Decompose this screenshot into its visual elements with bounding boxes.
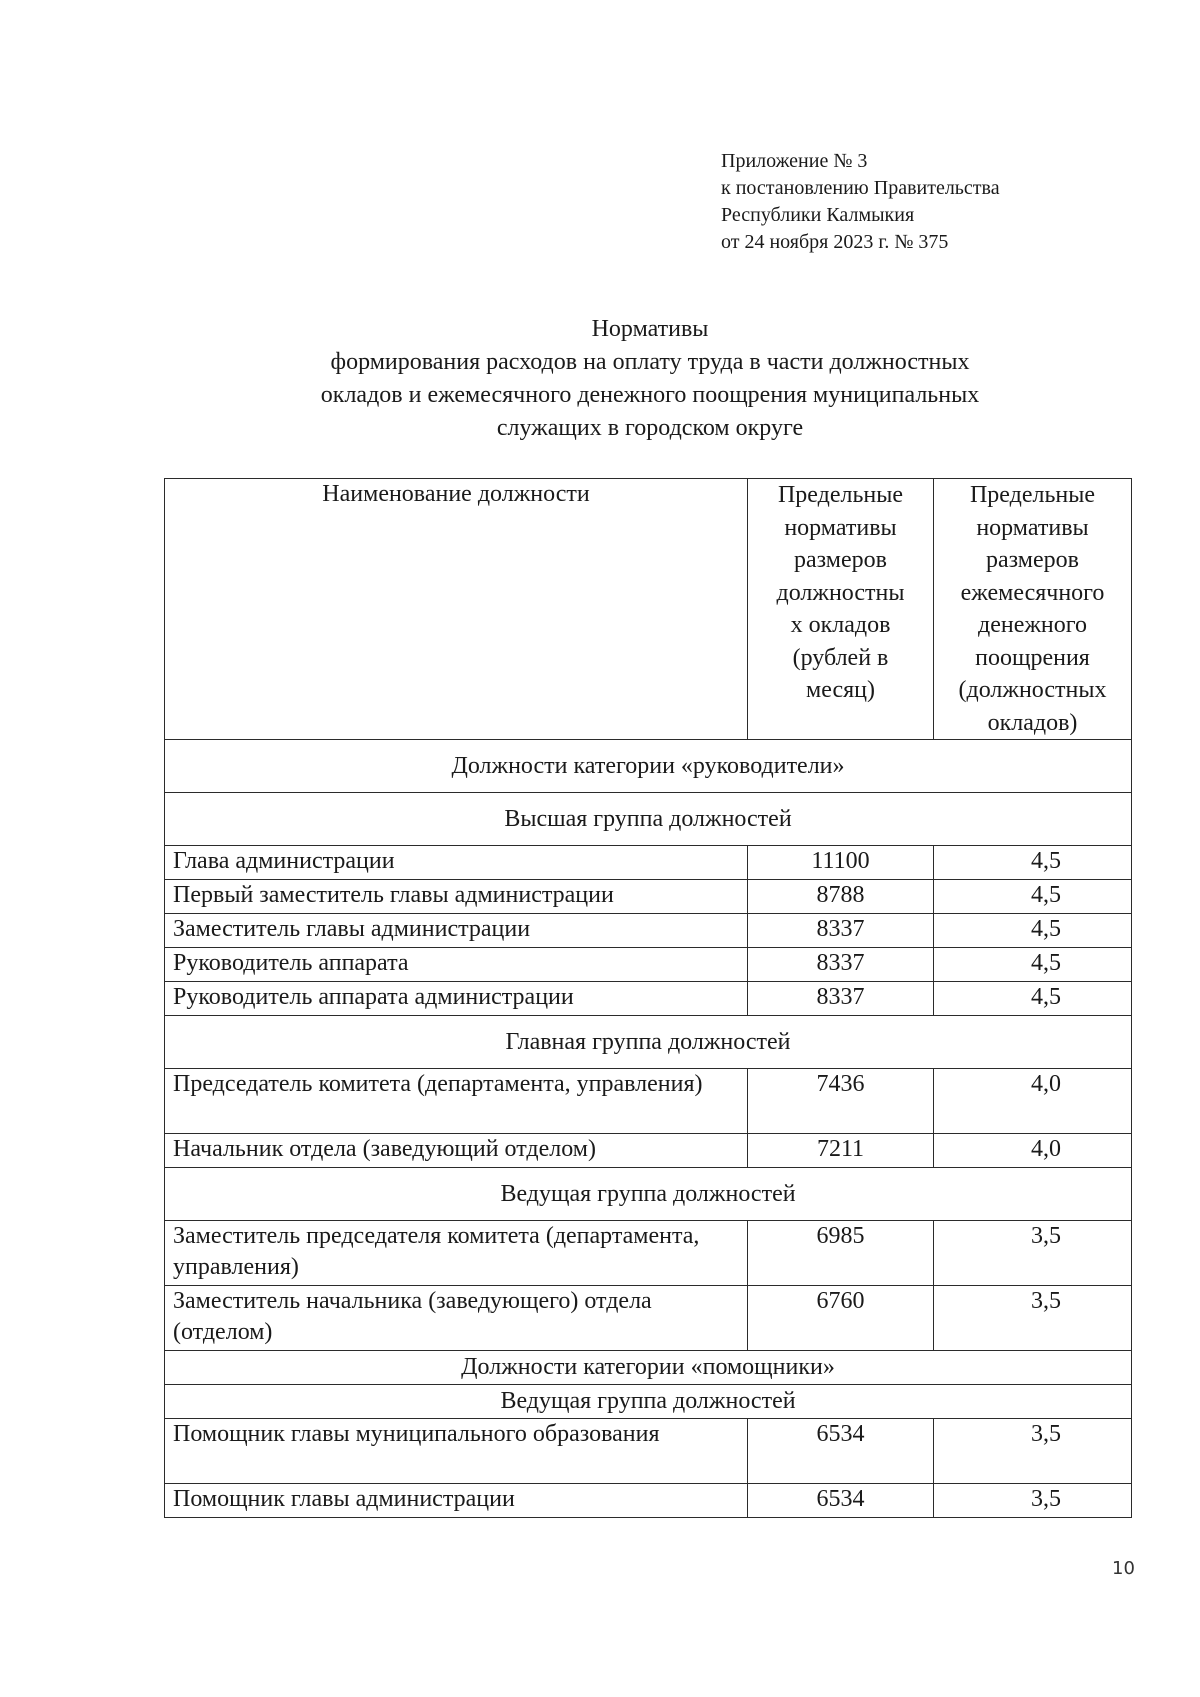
header-bonus-line: ежемесячного	[960, 579, 1105, 606]
group-leading: Ведущая группа должностей	[165, 1168, 1132, 1221]
header-position-name: Наименование должности	[165, 479, 748, 740]
header-salary-line: размеров	[794, 547, 887, 573]
document-title	[150, 313, 1150, 445]
position-name: Начальник отдела (заведующий отделом)	[165, 1134, 748, 1168]
table-row	[165, 914, 1132, 948]
salary-value: 6534	[748, 1419, 934, 1484]
appendix-line: к постановлению Правительства	[721, 177, 1000, 199]
title-line: служащих в городском округе	[496, 415, 804, 441]
position-name: Председатель комитета (департамента, управления)	[165, 1069, 748, 1134]
position-name: Заместитель председателя комитета (департамента, управления)	[165, 1221, 748, 1286]
table-row	[165, 1221, 1132, 1286]
bonus-value: 4,5	[934, 846, 1132, 880]
bonus-value: 3,5	[934, 1484, 1132, 1518]
norms-table	[164, 478, 1132, 1518]
position-name: Первый заместитель главы администрации	[165, 880, 748, 914]
title-line: Нормативы	[591, 316, 709, 342]
category-row	[165, 740, 1132, 793]
position-name: Помощник главы администрации	[165, 1484, 748, 1518]
header-salary-line: (рублей в	[792, 644, 889, 671]
category-assistants: Должности категории «помощники»	[165, 1351, 1132, 1385]
group-row	[165, 1016, 1132, 1069]
bonus-value: 3,5	[934, 1221, 1132, 1286]
header-salary-line: должностны	[776, 579, 905, 606]
table-row	[165, 1419, 1132, 1484]
bonus-value: 4,0	[934, 1134, 1132, 1168]
table-header-row	[165, 479, 1132, 740]
header-salary-line: нормативы	[784, 514, 897, 541]
salary-value: 8337	[748, 914, 934, 948]
bonus-value: 4,5	[934, 914, 1132, 948]
category-leaders: Должности категории «руководители»	[165, 740, 1132, 793]
group-row	[165, 1168, 1132, 1221]
header-bonus-line: денежного	[977, 612, 1088, 638]
header-salary-line: Предельные	[777, 482, 904, 508]
header-bonus-line: (должностных	[958, 677, 1107, 703]
salary-value: 7211	[748, 1134, 934, 1168]
header-bonus-line: нормативы	[976, 514, 1089, 541]
title-line: формирования расходов на оплату труда в части должностных	[330, 349, 970, 375]
position-name: Заместитель главы администрации	[165, 914, 748, 948]
appendix-line: Приложение № 3	[721, 150, 868, 172]
header-bonus-line: поощрения	[975, 644, 1090, 671]
bonus-value: 3,5	[934, 1419, 1132, 1484]
salary-value: 7436	[748, 1069, 934, 1134]
header-bonus-line: Предельные	[969, 482, 1096, 508]
bonus-value: 4,0	[934, 1069, 1132, 1134]
group-leading-assistants: Ведущая группа должностей	[165, 1385, 1132, 1419]
salary-value: 6760	[748, 1286, 934, 1351]
salary-value: 6985	[748, 1221, 934, 1286]
position-name: Руководитель аппарата	[165, 948, 748, 982]
group-main: Главная группа должностей	[165, 1016, 1132, 1069]
table-row	[165, 982, 1132, 1016]
bonus-value: 3,5	[934, 1286, 1132, 1351]
salary-value: 8788	[748, 880, 934, 914]
salary-value: 8337	[748, 982, 934, 1016]
table-row	[165, 1484, 1132, 1518]
group-row	[165, 1385, 1132, 1419]
page-number: 10	[1112, 1558, 1135, 1579]
table-row	[165, 1286, 1132, 1351]
appendix-reference	[721, 148, 1000, 256]
bonus-value: 4,5	[934, 982, 1132, 1016]
group-highest: Высшая группа должностей	[165, 793, 1132, 846]
position-name: Помощник главы муниципального образования	[165, 1419, 748, 1484]
table-row	[165, 1134, 1132, 1168]
header-salary-line: месяц)	[806, 677, 875, 703]
bonus-value: 4,5	[934, 948, 1132, 982]
header-bonus-norms	[934, 479, 1132, 740]
header-salary-norms	[748, 479, 934, 740]
group-row	[165, 793, 1132, 846]
table-row	[165, 948, 1132, 982]
position-name: Руководитель аппарата администрации	[165, 982, 748, 1016]
title-line: окладов и ежемесячного денежного поощрения муниципальных	[320, 382, 980, 408]
bonus-value: 4,5	[934, 880, 1132, 914]
salary-value: 6534	[748, 1484, 934, 1518]
header-bonus-line: размеров	[986, 547, 1079, 573]
header-bonus-line: окладов)	[987, 709, 1078, 736]
appendix-line: от 24 ноября 2023 г. № 375	[721, 231, 949, 253]
table-row	[165, 846, 1132, 880]
salary-value: 8337	[748, 948, 934, 982]
position-name: Глава администрации	[165, 846, 748, 880]
appendix-line: Республики Калмыкия	[721, 204, 915, 226]
table-row	[165, 880, 1132, 914]
header-salary-line: х окладов	[790, 612, 891, 638]
position-name: Заместитель начальника (заведующего) отдела (отделом)	[165, 1286, 748, 1351]
table-row	[165, 1069, 1132, 1134]
category-row	[165, 1351, 1132, 1385]
salary-value: 11100	[748, 846, 934, 880]
